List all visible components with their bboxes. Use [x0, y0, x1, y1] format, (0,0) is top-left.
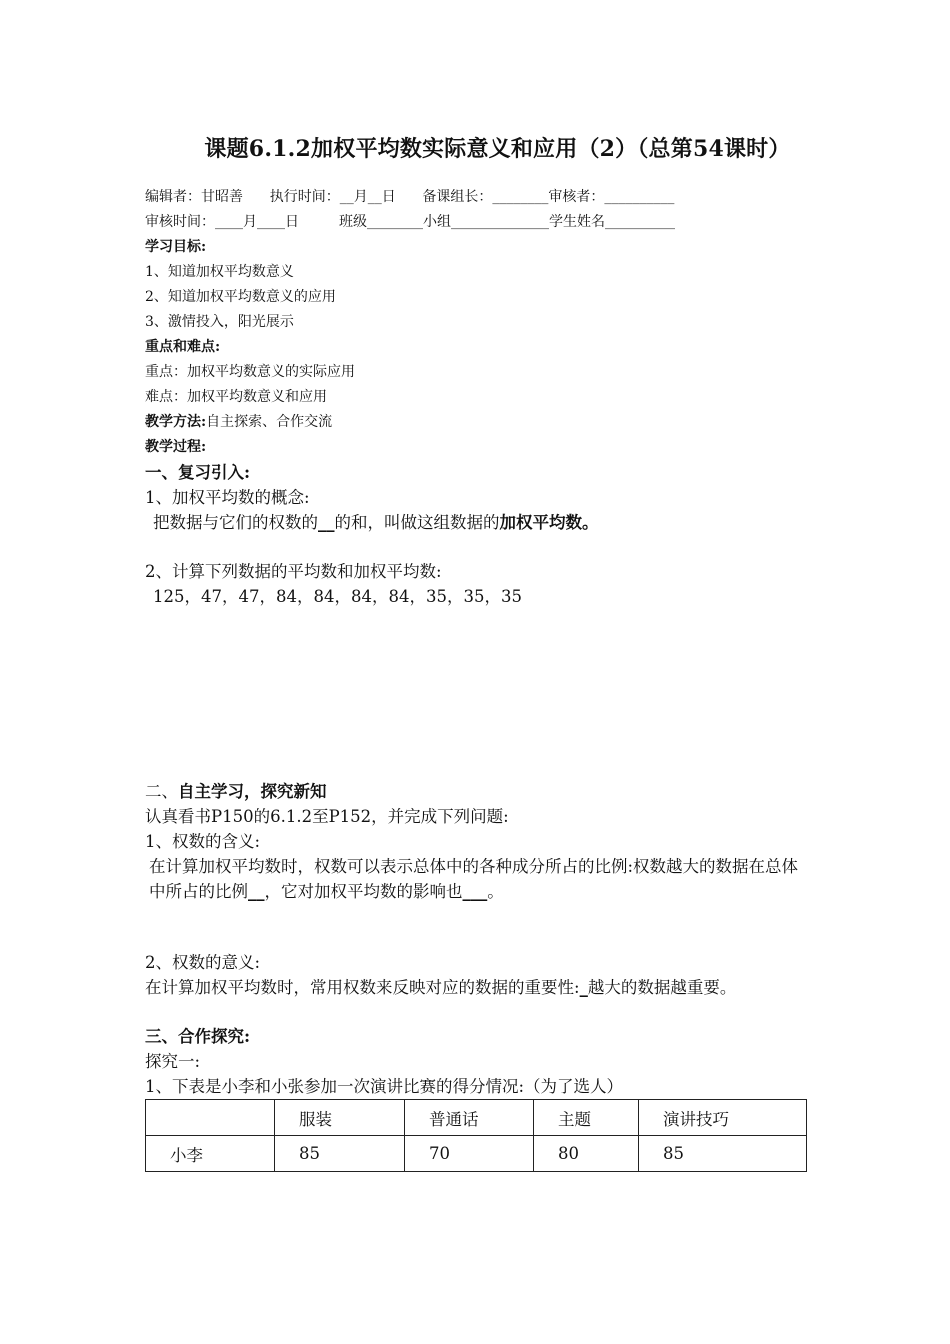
- objective-item: 3、激情投入，阳光展示: [145, 314, 294, 330]
- teaching-process-label: 教学过程:: [145, 439, 207, 455]
- teaching-method-value: 自主探索、合作交流: [206, 414, 333, 430]
- section1-q1-text: [145, 510, 810, 535]
- section2-intro: 认真看书P150的6.1.2至P152，并完成下列问题:: [145, 807, 509, 826]
- table-header-cell: 普通话: [405, 1100, 534, 1136]
- table-cell: 70: [405, 1136, 534, 1172]
- q1-blank-1: __: [248, 882, 265, 901]
- section3-heading: 三、合作探究:: [145, 1027, 251, 1046]
- section2-q2-text: [145, 975, 810, 1000]
- spacer: [145, 609, 810, 779]
- section1-q2: 2、计算下列数据的平均数和加权平均数:: [145, 562, 442, 581]
- section3-q1: 1、下表是小李和小张参加一次演讲比赛的得分情况:（为了选人）: [145, 1077, 624, 1096]
- teaching-method: [145, 410, 810, 435]
- section1-heading: 一、复习引入:: [145, 463, 251, 482]
- page-title: 课题6.1.2加权平均数实际意义和应用（2）（总第54课时）: [204, 136, 791, 162]
- score-table: [145, 1099, 807, 1172]
- keypoint-key: 重点：加权平均数意义的实际应用: [145, 364, 355, 380]
- q2-blank: _: [579, 978, 588, 997]
- table-row: [146, 1136, 807, 1172]
- objectives-heading: 学习目标:: [145, 239, 207, 255]
- header-line-2: 审核时间：____月____日 班级________小组______________学生姓名__________: [145, 214, 676, 230]
- spacer: [145, 1000, 810, 1024]
- header-line-1: 编辑者：甘昭善 执行时间：__月__日 备课组长：________审核者：__________: [145, 189, 675, 205]
- section2-prefix: 二、: [145, 782, 178, 801]
- table-header-cell: 演讲技巧: [639, 1100, 807, 1136]
- section2-heading: [145, 779, 810, 804]
- q1-text-part: 在计算加权平均数时，权数可以表示总体中的各种成分所占的比例:权数越大的数据在总体中所占的比例: [149, 857, 799, 901]
- table-header-cell: [146, 1100, 275, 1136]
- section1-q2-data: 125，47，47，84，84，84，84，35，35，35: [153, 587, 522, 606]
- section3-explore: 探究一:: [145, 1052, 201, 1071]
- q2-text-part: 越大的数据越重要。: [587, 978, 737, 997]
- table-cell: 85: [275, 1136, 405, 1172]
- q1-text-part: ，它对加权平均数的影响也: [264, 882, 463, 901]
- objective-item: 2、知道加权平均数意义的应用: [145, 289, 336, 305]
- q1-blank: __: [318, 513, 335, 532]
- q1-text-part: 。: [487, 882, 504, 901]
- teaching-method-label: 教学方法:: [145, 414, 207, 430]
- table-header-row: [146, 1100, 807, 1136]
- q1-bold-term: 加权平均数。: [499, 513, 599, 532]
- q1-text-part: 把数据与它们的权数的: [153, 513, 318, 532]
- table-header-cell: 服装: [275, 1100, 405, 1136]
- objective-item: 1、知道加权平均数意义: [145, 264, 294, 280]
- q2-text-part: 在计算加权平均数时，常用权数来反映对应的数据的重要性:: [145, 978, 580, 997]
- table-cell: 小李: [146, 1136, 275, 1172]
- table-cell: 85: [639, 1136, 807, 1172]
- q1-blank-2: ___: [462, 882, 488, 901]
- keypoints-heading: 重点和难点:: [145, 339, 221, 355]
- spacer: [145, 904, 810, 950]
- spacer: [145, 535, 810, 559]
- section2-q2: 2、权数的意义:: [145, 953, 261, 972]
- table-header-cell: 主题: [534, 1100, 639, 1136]
- q1-text-part: 的和，叫做这组数据的: [334, 513, 500, 532]
- section2-title: 自主学习，探究新知: [178, 782, 327, 801]
- keypoint-difficult: 难点：加权平均数意义和应用: [145, 389, 327, 405]
- section2-q1: 1、权数的含义:: [145, 832, 261, 851]
- section2-q1-text: [145, 854, 810, 904]
- section1-q1: 1、加权平均数的概念:: [145, 488, 310, 507]
- table-cell: 80: [534, 1136, 639, 1172]
- document-page: [145, 132, 810, 1172]
